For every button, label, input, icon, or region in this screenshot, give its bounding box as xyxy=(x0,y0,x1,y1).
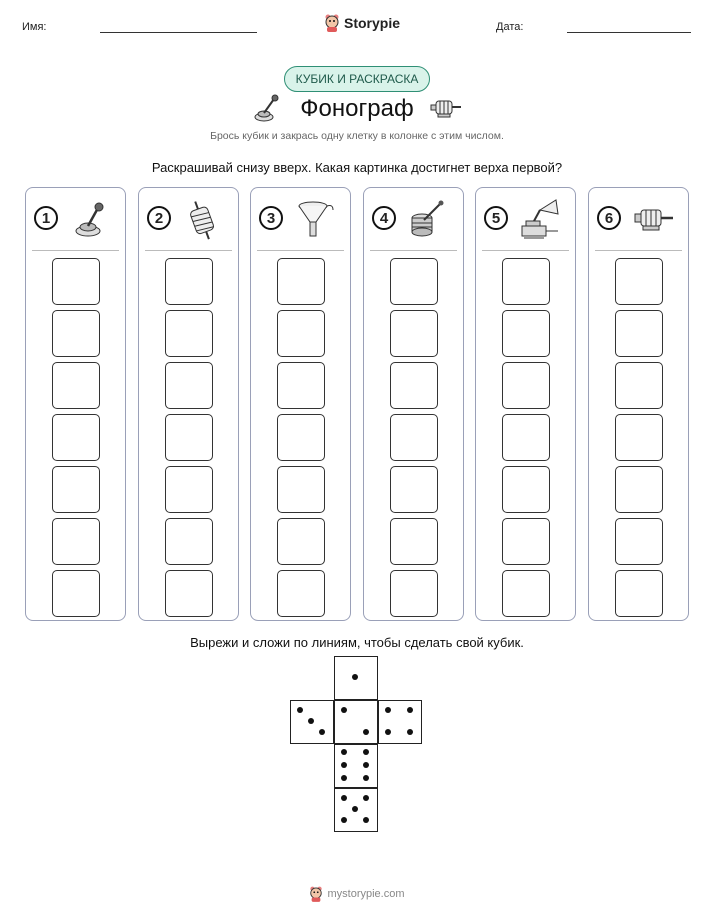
coloring-cell[interactable] xyxy=(390,362,438,409)
coloring-cell[interactable] xyxy=(165,570,213,617)
coloring-cell[interactable] xyxy=(615,362,663,409)
coloring-cell[interactable] xyxy=(390,258,438,305)
divider xyxy=(145,250,232,251)
column-4 xyxy=(363,187,464,621)
coloring-cell[interactable] xyxy=(502,310,550,357)
subtitle: Брось кубик и закрась одну клетку в колонке с этим числом. xyxy=(210,130,504,142)
coloring-cell[interactable] xyxy=(277,310,325,357)
name-line[interactable] xyxy=(100,32,257,33)
coloring-cell[interactable] xyxy=(390,518,438,565)
motor-icon xyxy=(430,96,462,120)
coloring-cell[interactable] xyxy=(165,362,213,409)
die-pip xyxy=(363,729,369,735)
coloring-cell[interactable] xyxy=(277,466,325,513)
lever-icon xyxy=(68,198,112,242)
coloring-cell[interactable] xyxy=(277,570,325,617)
brand-name: Storypie xyxy=(344,15,401,31)
footer xyxy=(0,886,714,902)
die-pip xyxy=(363,817,369,823)
coloring-cell[interactable] xyxy=(52,362,100,409)
die-pip xyxy=(341,795,347,801)
die-pip xyxy=(363,795,369,801)
funnel-icon xyxy=(293,198,337,242)
date-label: Дата: xyxy=(496,21,524,33)
coloring-cell[interactable] xyxy=(502,570,550,617)
mascot-icon xyxy=(324,14,340,32)
column-3 xyxy=(250,187,351,621)
column-number: 1 xyxy=(34,206,58,230)
die-face-1 xyxy=(334,656,378,700)
mascot-icon xyxy=(309,886,323,902)
page-title: Фонограф xyxy=(300,95,414,122)
coloring-cell[interactable] xyxy=(277,518,325,565)
name-label: Имя: xyxy=(22,21,47,33)
coloring-cell[interactable] xyxy=(165,518,213,565)
divider xyxy=(370,250,457,251)
die-pip xyxy=(308,718,314,724)
coloring-cell[interactable] xyxy=(52,570,100,617)
die-pip xyxy=(363,749,369,755)
column-number: 6 xyxy=(597,206,621,230)
die-pip xyxy=(407,729,413,735)
die-pip xyxy=(341,817,347,823)
column-number: 3 xyxy=(259,206,283,230)
coloring-cell[interactable] xyxy=(52,466,100,513)
coloring-cell[interactable] xyxy=(165,414,213,461)
divider xyxy=(482,250,569,251)
coloring-cell[interactable] xyxy=(615,310,663,357)
coloring-cell[interactable] xyxy=(165,310,213,357)
category-tag: КУБИК И РАСКРАСКА xyxy=(284,66,430,92)
die-pip xyxy=(363,762,369,768)
date-line[interactable] xyxy=(567,32,691,33)
coloring-cell[interactable] xyxy=(277,414,325,461)
coloring-cell[interactable] xyxy=(615,466,663,513)
cut-instruction: Вырежи и сложи по линиям, чтобы сделать свой кубик. xyxy=(190,635,524,650)
die-pip xyxy=(341,707,347,713)
coloring-cell[interactable] xyxy=(615,570,663,617)
divider xyxy=(595,250,682,251)
coloring-cell[interactable] xyxy=(502,258,550,305)
die-pip xyxy=(352,806,358,812)
divider xyxy=(257,250,344,251)
die-pip xyxy=(385,707,391,713)
coloring-cell[interactable] xyxy=(502,518,550,565)
die-pip xyxy=(341,749,347,755)
die-face-2 xyxy=(334,700,378,744)
coloring-cell[interactable] xyxy=(277,362,325,409)
coloring-cell[interactable] xyxy=(615,414,663,461)
die-face-5 xyxy=(334,788,378,832)
die-pip xyxy=(297,707,303,713)
motor-icon xyxy=(631,198,675,242)
die-pip xyxy=(341,762,347,768)
die-pip xyxy=(385,729,391,735)
coloring-cell[interactable] xyxy=(390,570,438,617)
column-number: 4 xyxy=(372,206,396,230)
coloring-cell[interactable] xyxy=(52,518,100,565)
phonograph-icon xyxy=(518,198,562,242)
die-face-6 xyxy=(334,744,378,788)
die-pip xyxy=(319,729,325,735)
brand-logo xyxy=(324,14,400,32)
coloring-cell[interactable] xyxy=(502,362,550,409)
spring-coil-icon xyxy=(181,198,225,242)
column-number: 2 xyxy=(147,206,171,230)
column-number: 5 xyxy=(484,206,508,230)
coloring-cell[interactable] xyxy=(615,258,663,305)
footer-url[interactable]: mystorypie.com xyxy=(327,888,405,900)
die-pip xyxy=(407,707,413,713)
coloring-cell[interactable] xyxy=(277,258,325,305)
die-net xyxy=(290,656,424,836)
divider xyxy=(32,250,119,251)
die-face-4 xyxy=(378,700,422,744)
instruction: Раскрашивай снизу вверх. Какая картинка достигнет верха первой? xyxy=(151,160,563,175)
coloring-cell[interactable] xyxy=(502,466,550,513)
coloring-cell[interactable] xyxy=(390,466,438,513)
column-6 xyxy=(588,187,689,621)
coloring-cell[interactable] xyxy=(165,258,213,305)
die-pip xyxy=(363,775,369,781)
column-2 xyxy=(138,187,239,621)
die-pip xyxy=(352,674,358,680)
coloring-cell[interactable] xyxy=(390,310,438,357)
die-pip xyxy=(341,775,347,781)
coloring-cell[interactable] xyxy=(502,414,550,461)
coloring-cell[interactable] xyxy=(165,466,213,513)
coloring-cell[interactable] xyxy=(390,414,438,461)
die-face-3 xyxy=(290,700,334,744)
column-5 xyxy=(475,187,576,621)
coloring-cell[interactable] xyxy=(615,518,663,565)
wax-cylinder-icon xyxy=(406,198,450,242)
coloring-cell[interactable] xyxy=(52,258,100,305)
coloring-cell[interactable] xyxy=(52,310,100,357)
column-1 xyxy=(25,187,126,621)
coloring-cell[interactable] xyxy=(52,414,100,461)
